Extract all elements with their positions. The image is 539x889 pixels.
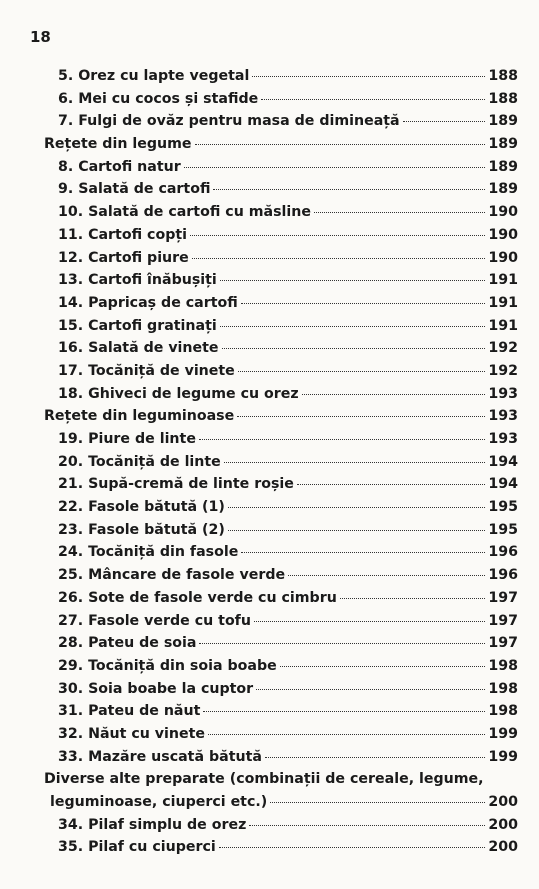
toc-page-number: 189 [488,113,518,130]
toc-title: 33. Mazăre uscată bătută [58,748,262,765]
toc-title: 10. Salată de cartofi cu măsline [58,204,311,221]
toc-entry-continuation [38,794,518,817]
dot-leader [184,167,486,168]
dot-leader [241,552,485,553]
toc-page-number: 190 [488,204,518,221]
dot-leader [297,484,485,485]
toc-entry [38,681,518,704]
toc-page-number: 200 [488,794,518,810]
table-of-contents [38,68,518,862]
toc-title: 27. Fasole verde cu tofu [58,612,251,629]
toc-page-number: 192 [488,362,518,379]
toc-entry [38,522,518,545]
toc-entry [38,567,518,590]
toc-entry [38,749,518,772]
toc-title: Diverse alte preparate (combinații de cereale, legume, [44,771,484,788]
toc-entry [38,181,518,204]
toc-entry [38,454,518,477]
dot-leader [228,530,486,531]
toc-title: 35. Pilaf cu ciuperci [58,839,216,856]
toc-page-number: 195 [488,521,518,538]
dot-leader [195,144,486,145]
toc-entry [38,590,518,613]
toc-page-number: 199 [488,725,518,742]
toc-section-heading [38,136,518,159]
toc-entry [38,68,518,91]
dot-leader [340,598,486,599]
toc-entry [38,499,518,522]
toc-title: 32. Năut cu vinete [58,725,206,742]
dot-leader [249,825,485,826]
dot-leader [237,416,485,417]
toc-title: 34. Pilaf simplu de orez [58,816,247,833]
toc-title: 28. Pateu de soia [58,635,197,652]
toc-title: 20. Tocăniță de linte [58,453,221,470]
dot-leader [192,258,486,259]
toc-page-number: 196 [488,567,518,584]
dot-leader [270,802,485,803]
toc-page-number: 198 [488,680,518,697]
dot-leader [190,235,485,236]
toc-title: 25. Mâncare de fasole verde [58,567,286,584]
dot-leader [220,280,486,281]
dot-leader [199,643,485,644]
toc-title: leguminoase, ciuperci etc.) [50,794,268,810]
toc-title: 11. Cartofi copți [58,226,187,243]
toc-title: 8. Cartofi natur [58,158,181,175]
toc-title: 5. Orez cu lapte vegetal [58,68,250,84]
dot-leader [219,847,486,848]
toc-entry [38,635,518,658]
dot-leader [256,689,485,690]
toc-page-number: 194 [488,476,518,493]
toc-entry [38,204,518,227]
toc-page-number: 196 [488,544,518,561]
dot-leader [199,439,485,440]
page-number: 18 [30,28,51,46]
toc-entry [38,272,518,295]
toc-title: 12. Cartofi piure [58,249,189,266]
toc-title: 31. Pateu de năut [58,703,201,720]
dot-leader [203,711,485,712]
toc-entry [38,91,518,114]
toc-page-number: 197 [488,635,518,652]
toc-title: Rețete din leguminoase [44,408,235,425]
toc-page-number: 194 [488,453,518,470]
dot-leader [228,507,486,508]
toc-entry [38,113,518,136]
toc-title: 24. Tocăniță din fasole [58,544,239,561]
toc-page-number: 189 [488,158,518,175]
toc-section-heading [38,771,518,794]
toc-title: 16. Salată de vinete [58,340,219,357]
toc-title: 7. Fulgi de ovăz pentru masa de dimineață [58,113,400,130]
toc-entry [38,726,518,749]
toc-page-number: 198 [488,657,518,674]
dot-leader [261,99,485,100]
toc-title: 30. Soia boabe la cuptor [58,680,254,697]
dot-leader [224,462,486,463]
toc-page-number: 200 [488,839,518,856]
toc-page-number: 189 [488,136,518,153]
toc-page-number: 190 [488,249,518,266]
dot-leader [238,371,486,372]
dot-leader [220,326,486,327]
toc-page-number: 193 [488,385,518,402]
toc-entry [38,159,518,182]
toc-entry [38,227,518,250]
toc-title: 6. Mei cu cocos și stafide [58,90,259,107]
dot-leader [302,394,486,395]
toc-entry [38,386,518,409]
toc-title: 18. Ghiveci de legume cu orez [58,385,299,402]
dot-leader [222,348,486,349]
dot-leader [314,212,485,213]
toc-entry [38,613,518,636]
toc-entry [38,340,518,363]
toc-page-number: 188 [488,68,518,84]
dot-leader [288,575,485,576]
toc-page-number: 191 [488,294,518,311]
toc-page-number: 195 [488,499,518,516]
toc-page-number: 190 [488,226,518,243]
toc-page-number: 200 [488,816,518,833]
toc-title: 14. Papricaș de cartofi [58,294,238,311]
toc-entry [38,658,518,681]
dot-leader [280,666,486,667]
toc-page-number: 193 [488,431,518,447]
toc-page-number: 188 [488,90,518,107]
dot-leader [265,757,485,758]
toc-title: 9. Salată de cartofi [58,181,211,198]
toc-page-number: 198 [488,703,518,720]
toc-page-number: 189 [488,181,518,198]
toc-page-number: 197 [488,612,518,629]
toc-title: Rețete din legume [44,136,192,153]
toc-page-number: 193 [488,408,518,425]
toc-entry [38,703,518,726]
toc-title: 21. Supă-cremă de linte roșie [58,476,294,493]
dot-leader [213,189,485,190]
toc-title: 17. Tocăniță de vinete [58,362,235,379]
toc-entry [38,476,518,499]
toc-title: 29. Tocăniță din soia boabe [58,657,277,674]
toc-page-number: 191 [488,272,518,289]
dot-leader [208,734,485,735]
toc-title: 22. Fasole bătută (1) [58,499,225,516]
toc-entry [38,544,518,567]
toc-page-number: 197 [488,589,518,606]
dot-leader [254,621,485,622]
toc-entry [38,817,518,840]
toc-title: 26. Sote de fasole verde cu cimbru [58,589,337,606]
toc-page-number: 191 [488,317,518,334]
toc-page-number: 199 [488,748,518,765]
toc-entry [38,250,518,273]
toc-entry [38,295,518,318]
toc-entry [38,363,518,386]
dot-leader [252,76,485,77]
toc-title: 13. Cartofi înăbușiți [58,272,217,289]
toc-page-number: 192 [488,340,518,357]
toc-title: 15. Cartofi gratinați [58,317,217,334]
toc-section-heading [38,408,518,431]
toc-title: 19. Piure de linte [58,431,196,447]
toc-title: 23. Fasole bătută (2) [58,521,225,538]
toc-entry [38,839,518,862]
dot-leader [403,121,486,122]
toc-entry [38,431,518,454]
dot-leader [241,303,486,304]
toc-entry [38,318,518,341]
